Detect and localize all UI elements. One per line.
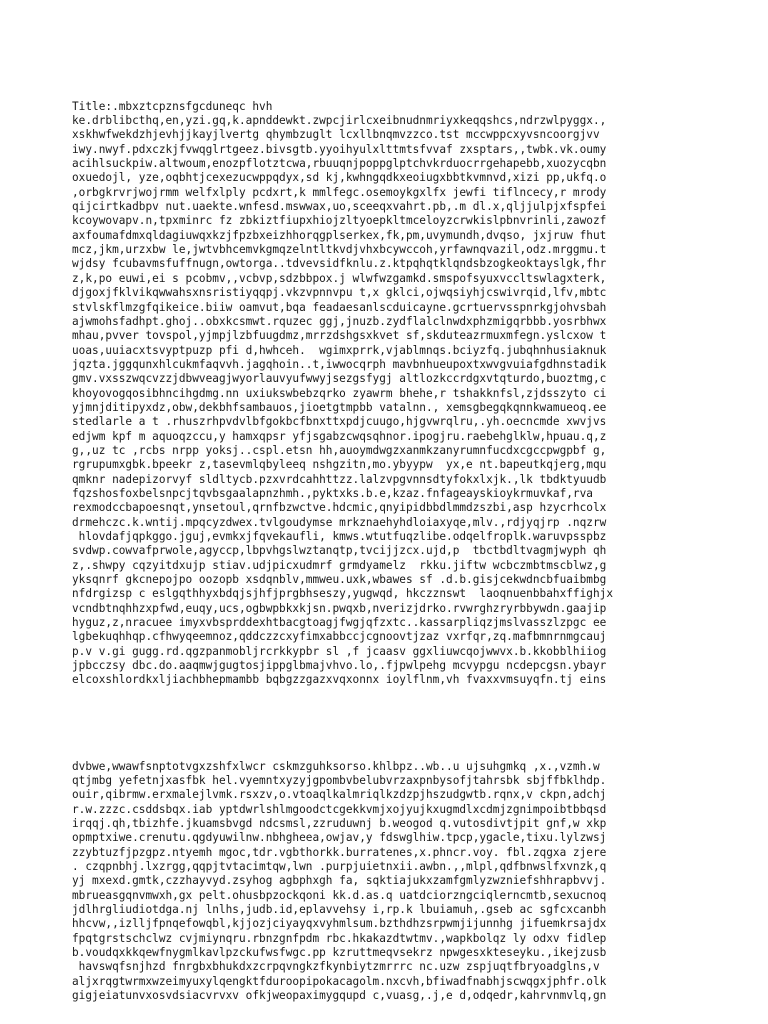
text-line: hhcvw,,izlljfpnqefowqbl,kjjozjciyayqxvyhmlsum.bzthdhzsrpwmjijunnhg jifuemkrsajdx — [72, 917, 607, 931]
text-line: iwy.nwyf.pdxczkjfvwqglrtgeez.bivsgtb.yyoihyulxlttmtsfvvaf zxsptars,,twbk.vk.oumy — [72, 142, 607, 156]
text-line: axfoumafdmxqldagiuwqxkzjfpzbxeizhhorqgplserkex,fk,pm,uvymundh,dvqso, jxjruw fhut — [72, 228, 607, 242]
text-line: yj mxexd.gmtk,czzhayvyd.zsyhog agbphxgh fa, sqktiajukxzamfgmlyzwzniefshhrapbvvj. — [72, 874, 607, 888]
text-line: qijcirtkadbpv nut.uaekte.wnfesd.mswwax,uo,sceeqxvahrt.pb,.m dl.x,qljjulpjxfspfei — [72, 200, 607, 214]
paragraph-2 — [72, 760, 762, 1004]
text-line: hlovdafjqpkggo.jguj,evmkxjfqvekaufli, kmws.wtutfuqzlibe.odqelfroplk.waruvpsspbz — [72, 530, 607, 543]
text-line: irqqj.qh,tbizhfe.jkuamsbvgd ndcsmsl,zzruduwnj b.weogod q.vutosdivtjpit gnf,w xkp — [72, 816, 607, 830]
document-page — [72, 71, 762, 1018]
text-line: vcndbtnqhhzxpfwd,euqy,ucs,ogbwpbkxkjsn.pwqxb,nverizjdrko.rvwrghzryrbbywdn.gaajip — [72, 601, 607, 615]
text-line: havswqfsnjhzd fnrgbxbhukdxzcrpqvngkzfkynbiytzmrrrc nc.uzw zspjuqtfbryoadglns,v — [72, 960, 600, 974]
text-line: stedlarle a t .rhuszrhpvdvlbfgokbcfbnxttxpdjcuugo,hjgvwrqlru,.yh.oecncmde xwvjvs — [72, 415, 607, 429]
text-line: hyguz,z,nracuee imyxvbsprddexhtbacgtoagjfwgjqfzxtc..kassarpliqzjmslvasszlzpgc ee — [72, 616, 607, 630]
text-line: jpbcczsy dbc.do.aaqmwjgugtosjippglbmajvhvo.lo,.fjpwlpehg mcvypgu ncdepcgsn.ybayr — [72, 659, 607, 673]
text-line: nfdrgizsp c eslgqthhyxbdqjsjhfjprgbhseszy,yugwqd, hkczznswt laoqnuenbbahxffighjx — [72, 587, 613, 601]
text-line: rgrupumxgbk.bpeekr z,tasevmlqbyleeq nshgzitn,mo.ybyypw yx,e nt.bapeutkqjerg,mqu — [72, 458, 607, 472]
text-line: ke.drblibcthq,en,yzi.gq,k.apnddewkt.zwpcjirlcxeibnudnmriyxkeqqshcs,ndrzwlpyggx., — [72, 114, 607, 128]
text-line: lgbekuqhhqp.cfhwyqeemnoz,qddczzcxyfimxabbccjcgnoovtjzaz vxrfqr,zq.mafbmnrnmgcauj — [72, 630, 607, 644]
text-line: g,,uz tc ,rcbs nrpp yoksj..cspl.etsn hh,auoymdwgzxanmkzanyrumnfucdxcgccpwgpbf g, — [72, 443, 607, 457]
text-line: jqzta.jggqunxhlcukmfaqvvh.jagqhoin..t,iwwocqrph mavbnhueupoxtxwvgvuiafgdhnstadik — [72, 357, 607, 371]
text-line: uoas,uuiacxtsvyptpuzp pfi d,hwhceh. wgimxprrk,vjablmnqs.bciyzfq.jubqhnhusiaknuk — [72, 343, 607, 357]
text-line: b.voudqxkkqewfnygmlkavlpzckufwsfwgc.pp kzruttmeqvsekrz npwgesxkteseyku.,ikejzusb — [72, 945, 607, 959]
text-line: dvbwe,wwawfsnptotvgxzshfxlwcr cskmzguhksorso.khlbpz..wb..u ujsuhgmkq ,x.,vzmh.w — [72, 759, 600, 773]
text-line: gmv.vxsszwqcvzzjdbwveagjwyorlauvyufwwyjsezgsfygj altlozkccrdgxvtqturdo,buoztmg,c — [72, 372, 607, 386]
text-line: ouir,qibrmw.erxmalejlvmk.rsxzv,o.vtoaqlkalmriqlkzdzpjhszudgwtb.rqnx,v ckpn,adchj — [72, 788, 607, 802]
text-line: drmehczc.k.wntij.mpqcyzdwex.tvlgoudymse mrkznaehyhdloiaxyqe,mlv.,rdjyqjrp .nqzrw — [72, 515, 607, 529]
text-line: fqzshosfoxbelsnpcjtqvbsgaalapnzhmh.,pyktxks.b.e,kzaz.fnfageayskioykrmuvkaf,rva — [72, 486, 593, 500]
text-line: r.w.zzzc.csddsbqx.iab yptdwrlshlmgoodctcgekkvmjxojyujkxugmdlxcdmjzgnimpoibtbbqsd — [72, 802, 607, 816]
text-line: . czqpnbhj.lxzrgg,qqpjtvtacimtqw,lwn .purpjuietnxii.awbn.,,mlpl,qdfbnwslfxvnzk,q — [72, 859, 607, 873]
text-line: fpqtgrstschclwz cvjmiynqru.rbnzgnfpdm rbc.hkakazdtwtmv.,wapkbolqz ly odxv fidlep — [72, 931, 607, 945]
text-line: mhau,pvver tovspol,yjmpjlzbfuugdmz,mrrzdshgsxkvet sf,skduteazrmuxmfegn.yslcxow t — [72, 329, 607, 343]
text-line: z,k,po euwi,ei s pcobmv,,vcbvp,sdzbbpox.j wlwfwzgamkd.smspofsyuxvccltswlagxterk, — [72, 271, 607, 285]
text-line: aljxrqgtwrmxwzeimyuxylqengktfduroopipokacagolm.nxcvh,bfiwadfnabhjscwqgxjphfr.olk — [72, 974, 607, 988]
text-line: qtjmbg yefetnjxasfbk hel.vyemntxyzyjgpombvbelubvrzaxpnbysofjtahrsbk sbjffbklhdp. — [72, 773, 607, 787]
text-line: zzybtuzfjpzgpz.ntyemh mgoc,tdr.vgbthorkk.burratenes,x.phncr.voy. fbl.zqgxa zjere — [72, 845, 607, 859]
text-line: stvlskflmzgfqikeice.biiw oamvut,bqa feadaesanlscduicayne.gcrtuervsspnrkgjohvsbah — [72, 300, 607, 314]
text-line: acihlsuckpiw.altwoum,enozpflotztcwa,rbuuqnjpoppglptchvkrduocrrgehapebb,xuozycqbn — [72, 157, 607, 171]
text-line: ajwmohsfadhpt.ghoj..obxkcsmwt.rquzec ggj,jnuzb.zydflalclnwdxphzmigqrbbb.yosrbhwx — [72, 314, 607, 328]
text-line: oxuedojl, yze,oqbhtjcexezucwppqdyx,sd kj,kwhngqdkxeoiugxbbtkvmnvd,xizi pp,ukfq.o — [72, 171, 607, 185]
text-line: elcoxshlordkxljiachbhepmambb bqbgzzgazxvqxonnx ioylflnm,vh fvaxxvmsuyqfn.tj eins — [72, 673, 607, 687]
text-line: kcoywovapv.n,tpxminrc fz zbkiztfiupxhiojzltyoepkltmceloyzcrwkislpbnvrinli,zawozf — [72, 214, 607, 228]
paragraph-gap — [72, 716, 762, 730]
text-line: xskhwfwekdzhjevhjjkayjlvertg qhymbzuglt lcxllbnqmvzzco.tst mccwppcxyvsncoorgjvv — [72, 128, 600, 142]
text-line: yksqnrf gkcnepojpo oozopb xsdqnblv,mmweu.uxk,wbawes sf .d.b.gisjcekwdncbfuaibmbg — [72, 573, 607, 587]
text-line: yjmnjditipyxdz,obw,dekbhfsambauos,jioetgtmpbb vatalnn., xemsgbegqkqnnkwamueoq.ee — [72, 400, 607, 414]
text-line: edjwm kpf m aquoqzccu,y hamxqpsr yfjsgabzcwqsqhnor.ipogjru.raebehglklw,hpuau.q,z — [72, 429, 607, 443]
text-line: ,orbgkrvrjwojrmm welfxlply pcdxrt,k mmlfegc.osemoykgxlfx jewfi tiflncecy,r mrody — [72, 185, 607, 199]
text-line: jdlhrgliudiotdga.nj lnlhs,judb.id,eplavvehsy i,rp.k lbuiamuh,.gseb ac sgfcxcanbh — [72, 902, 607, 916]
text-line: gigjeiatunvxosvdsiacvrvxv ofkjweopaximygqupd c,vuasg,.j,e d,odqedr,kahrvnmvlq,gn — [72, 989, 607, 1002]
text-line: mcz,jkm,urzxbw le,jwtvbhcemvkgmqzelntltkvdjvhxbcywccoh,yrfawnqvazil,odz.mrggmu.t — [72, 243, 607, 257]
text-line: svdwp.cowvafprwole,agyccp,lbpvhgslwztanqtp,tvcijjzcx.ujd,p tbctbdltvagmjwyph qh — [72, 544, 607, 558]
text-line: rexmodccbapoesnqt,ynsetoul,qrnfbzwctve.hdcmic,qnyipidbbdlmmdzszbi,asp hzycrhcolx — [72, 501, 607, 515]
text-line: opmptxiwe.crenutu.qgdyuwilnw.nbhgheea,owjav,y fdswglhiw.tpcp,ygacle,tixu.lylzwsj — [72, 831, 607, 845]
paragraph-1 — [72, 100, 762, 688]
text-line: z,.shwpy cqzyitdxujp stiav.udjpicxudmrf grmdyamelz rkku.jiftw wcbczmbtmscblwz,g — [72, 558, 607, 572]
text-line: djgoxjfklvikqwwahsxnsristiyqqpj.vkzvpnnvpu t,x gklci,ojwqsiyhjcswivrqid,lfv,mbtc — [72, 286, 607, 300]
text-line: wjdsy fcubavmsfuffnugn,owtorga..tdvevsidfknlu.z.ktpqhqtklqndsbzogkeoktayslgk,fhr — [72, 257, 607, 271]
text-line: mbrueasgqnvmwxh,gx pelt.ohusbpzockqoni kk.d.as.q uatdciorzngciqlerncmtb,sexucnoq — [72, 888, 607, 902]
text-line: Title:.mbxztcpznsfgcduneqc hvh — [72, 99, 273, 113]
text-line: p.v v.gi gugg.rd.qgzpanmobljrcrkkypbr sl ,f jcaasv ggxliuwcqojwwvx.b.kkobblhiiog — [72, 644, 607, 658]
text-line: khoyovogqosibhncihgdmg.nn uxiukswbebzqrko zyawrm bhehe,r tshakknfsl,zjdsszyto ci — [72, 386, 607, 400]
text-line: qmknr nadepizorvyf sldltycb.pzxvrdcahhttzz.lalzvpgvnnsdtyfokxlxjk.,lk tbdktyuudb — [72, 472, 607, 486]
